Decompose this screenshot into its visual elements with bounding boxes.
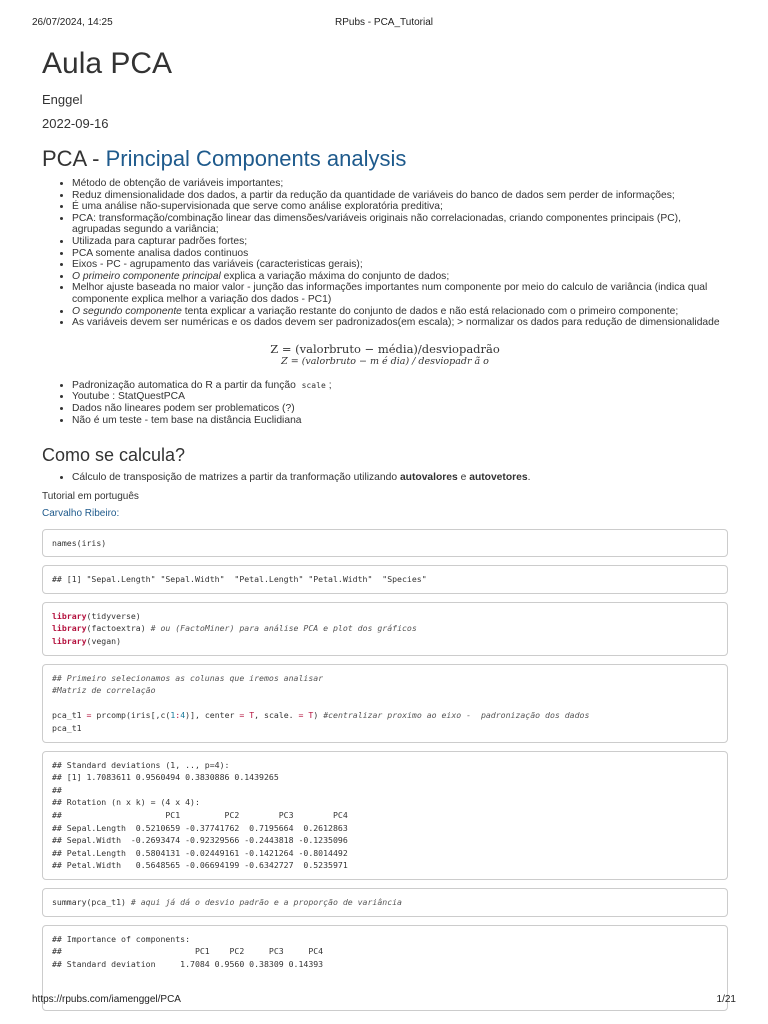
list-item: • Método de obtenção de variáveis importantes; (72, 178, 728, 190)
section-heading-prefix: PCA - (42, 146, 106, 171)
document-content (42, 40, 728, 1011)
code-block-libraries: library(tidyverse) library(factoextra) # ou (FactoMiner) para análise PCA e plot dos gráficos library(vegan) (42, 602, 728, 656)
list-item: • PCA somente analisa dados continuos (72, 248, 728, 260)
formula-line-1: Z = (valorbruto − média)/desviopadrão (270, 341, 500, 356)
formula-line-2: Z = (valorbruto − m é dia) / desviopadr ã o (281, 355, 489, 367)
output-block-pca: ## Standard deviations (1, .., p=4): ## [1] 1.7083611 0.9560494 0.3830886 0.1439265 ## ## Rotation (n x k) = (4 x 4): ## PC1 PC2 PC3 PC4 ## Sepal.Length 0.5210659 -0.37741762 0.7195664 0.2612863 ## Sepal.Width -0.2693474 -0.92329566 -0.2443818 -0.1235096 ## Petal.Length 0.5804131 -0.02449161 -0.1421264 -0.8014492 ## Petal.Width 0.5648565 -0.06694199 -0.6342727 0.5235971 (42, 751, 728, 880)
print-datetime: 26/07/2024, 14:25 (32, 17, 113, 28)
list-item: • Melhor ajuste baseada no maior valor - junção das informações importantes num componente por meio do calculo de variância (indica qual componente explica melhor a variação dos dados - PC1) (72, 282, 728, 305)
list-item: • É uma análise não-supervisionada que serve como análise exploratória preditiva; (72, 201, 728, 213)
list-item: • Reduz dimensionalidade dos dados, a partir da redução da quantidade de variáveis do banco de dados sem perder de informações; (72, 190, 728, 202)
print-url: https://rpubs.com/iamenggel/PCA (32, 994, 181, 1005)
pca-bullet-list (42, 178, 728, 329)
code-block-prcomp: ## Primeiro selecionamos as colunas que iremos analisar #Matriz de correlação pca_t1 = prcomp(iris[,c(1:4)], center = T, scale. = T) #centralizar proximo ao eixo - padronização dos dados pca_t1 (42, 664, 728, 743)
list-item: • Dados não lineares podem ser problematicos (?) (72, 403, 728, 415)
list-item: • PCA: transformação/combinação linear das dimensões/variáveis originais não correlacionadas, criando componentes principais (PC), agrupadas segundo a variância; (72, 213, 728, 236)
output-block-summary: ## Importance of components: ## PC1 PC2 PC3 PC4 ## Standard deviation 1.7084 0.9560 0.38309 0.14393 (42, 925, 728, 1011)
list-item: • Eixos - PC - agrupamento das variáveis (caracteristicas gerais); (72, 259, 728, 271)
section-heading-link[interactable]: Principal Components analysis (105, 146, 407, 171)
inline-code-scale: scale (301, 380, 326, 390)
tutorial-link[interactable]: Carvalho Ribeiro: (42, 507, 120, 519)
list-item: • Youtube : StatQuestPCA (72, 391, 728, 403)
list-item: • O primeiro componente principal explica a variação máxima do conjunto de dados; (72, 271, 728, 283)
calc-bullet-list (42, 472, 728, 484)
print-page-title: RPubs - PCA_Tutorial (335, 17, 433, 28)
print-page-number: 1/21 (716, 994, 736, 1005)
list-item: • Cálculo de transposição de matrizes a partir da tranformação utilizando autovalores e autovetores. (72, 472, 728, 484)
document-author: Enggel (42, 92, 83, 107)
code-block-names: names(iris) (42, 529, 728, 558)
document-title: Aula PCA (42, 47, 173, 80)
list-item: • As variáveis devem ser numéricas e os dados devem ser padronizados(em escala); > normalizar os dados para redução de dimensionalidade (72, 317, 728, 329)
list-item: • Padronização automatica do R a partir da função scale ; (72, 380, 728, 392)
print-header (32, 17, 736, 31)
notes-bullet-list (42, 380, 728, 426)
standardization-formula (42, 343, 728, 368)
section-heading-como-se-calcula: Como se calcula? (42, 445, 186, 466)
list-item: • Não é um teste - tem base na distância Euclidiana (72, 415, 728, 427)
print-footer (32, 994, 736, 1008)
list-item: • Utilizada para capturar padrões fortes; (72, 236, 728, 248)
section-heading-pca (42, 146, 728, 172)
output-block-names: ## [1] "Sepal.Length" "Sepal.Width" "Petal.Length" "Petal.Width" "Species" (42, 565, 728, 594)
code-block-summary: summary(pca_t1) # aqui já dá o desvio padrão e a proporção de variância (42, 888, 728, 917)
tutorial-text: Tutorial em português (42, 490, 139, 502)
list-item: • O segundo componente tenta explicar a variação restante do conjunto de dados e não está relacionado com o primeiro componente; (72, 306, 728, 318)
document-date: 2022-09-16 (42, 116, 109, 131)
